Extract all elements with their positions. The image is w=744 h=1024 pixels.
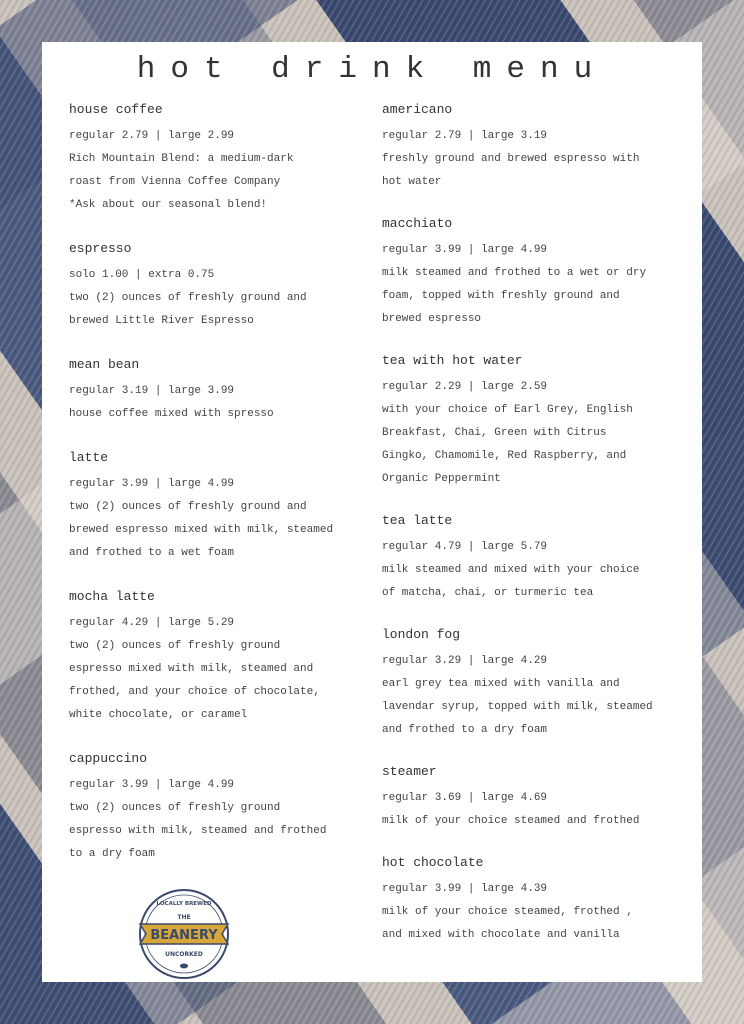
menu-item bbox=[69, 589, 369, 727]
item-price: regular 2.79 | large 3.19 bbox=[382, 130, 548, 142]
item-price: regular 4.79 | large 5.79 bbox=[382, 541, 548, 553]
item-name: latte bbox=[69, 450, 109, 465]
item-price: regular 3.69 | large 4.69 bbox=[382, 792, 548, 804]
item-name: mocha latte bbox=[69, 589, 155, 604]
menu-item bbox=[382, 216, 682, 331]
item-name: steamer bbox=[382, 764, 437, 779]
item-price: regular 3.19 | large 3.99 bbox=[69, 385, 235, 397]
item-name: mean bean bbox=[69, 357, 140, 372]
coffee-bean-icon bbox=[180, 964, 188, 969]
menu-column-right bbox=[382, 102, 682, 947]
item-name: americano bbox=[382, 102, 453, 117]
item-name: cappuccino bbox=[69, 751, 148, 766]
item-description: with your choice of Earl Grey, English Breakfast, Chai, Green with Citrus Gingko, Chamomile, Red Raspberry, and Organic Peppermint bbox=[382, 404, 633, 485]
menu-column-left bbox=[69, 102, 369, 866]
item-description: two (2) ounces of freshly ground espresso with milk, steamed and frothed to a dry foam bbox=[69, 802, 327, 860]
item-name: tea with hot water bbox=[382, 353, 523, 368]
item-price: regular 3.99 | large 4.99 bbox=[382, 244, 548, 256]
item-name: tea latte bbox=[382, 513, 453, 528]
logo-bottom-text: UNCORKED bbox=[165, 951, 203, 958]
menu-item bbox=[382, 627, 682, 742]
menu-card bbox=[42, 42, 702, 982]
beanery-logo bbox=[138, 888, 230, 980]
item-price: regular 3.29 | large 4.29 bbox=[382, 655, 548, 667]
item-description: two (2) ounces of freshly ground and brewed espresso mixed with milk, steamed and frothed to a wet foam bbox=[69, 501, 334, 559]
item-name: hot chocolate bbox=[382, 855, 484, 870]
item-price: regular 3.99 | large 4.39 bbox=[382, 883, 548, 895]
item-name: house coffee bbox=[69, 102, 163, 117]
logo-top-text: LOCALLY BREWED bbox=[156, 901, 212, 907]
menu-item bbox=[382, 855, 682, 947]
menu-title: hot drink menu bbox=[136, 52, 608, 87]
menu-item bbox=[382, 764, 682, 833]
item-description: milk of your choice steamed, frothed , and mixed with chocolate and vanilla bbox=[382, 906, 633, 941]
item-description: two (2) ounces of freshly ground and brewed Little River Espresso bbox=[69, 292, 307, 327]
logo-name-text: BEANERY bbox=[150, 928, 218, 943]
item-description: two (2) ounces of freshly ground espresso mixed with milk, steamed and frothed, and your choice of chocolate, white chocolate, or caramel bbox=[69, 640, 320, 721]
menu-item bbox=[382, 513, 682, 605]
menu-item bbox=[382, 353, 682, 491]
item-description: milk steamed and mixed with your choice of matcha, chai, or turmeric tea bbox=[382, 564, 640, 599]
item-description: house coffee mixed with spresso bbox=[69, 408, 274, 420]
item-description: earl grey tea mixed with vanilla and lavendar syrup, topped with milk, steamed and frothed to a dry foam bbox=[382, 678, 653, 736]
menu-item bbox=[382, 102, 682, 194]
menu-item bbox=[69, 241, 369, 333]
item-price: regular 2.29 | large 2.59 bbox=[382, 381, 548, 393]
item-name: london fog bbox=[382, 627, 461, 642]
menu-item bbox=[69, 751, 369, 866]
item-description: milk of your choice steamed and frothed bbox=[382, 815, 640, 827]
item-price: solo 1.00 | extra 0.75 bbox=[69, 269, 215, 281]
item-name: espresso bbox=[69, 241, 132, 256]
item-name: macchiato bbox=[382, 216, 453, 231]
menu-item bbox=[69, 102, 369, 217]
item-price: regular 2.79 | large 2.99 bbox=[69, 130, 235, 142]
menu-item bbox=[69, 450, 369, 565]
item-description: freshly ground and brewed espresso with hot water bbox=[382, 153, 640, 188]
item-price: regular 3.99 | large 4.99 bbox=[69, 779, 235, 791]
item-description: milk steamed and frothed to a wet or dry foam, topped with freshly ground and brewed espresso bbox=[382, 267, 647, 325]
menu-item bbox=[69, 357, 369, 426]
item-description: Rich Mountain Blend: a medium-dark roast from Vienna Coffee Company *Ask about our seasonal blend! bbox=[69, 153, 294, 211]
item-price: regular 3.99 | large 4.99 bbox=[69, 478, 235, 490]
item-price: regular 4.29 | large 5.29 bbox=[69, 617, 235, 629]
logo-the-text: THE bbox=[177, 914, 191, 921]
